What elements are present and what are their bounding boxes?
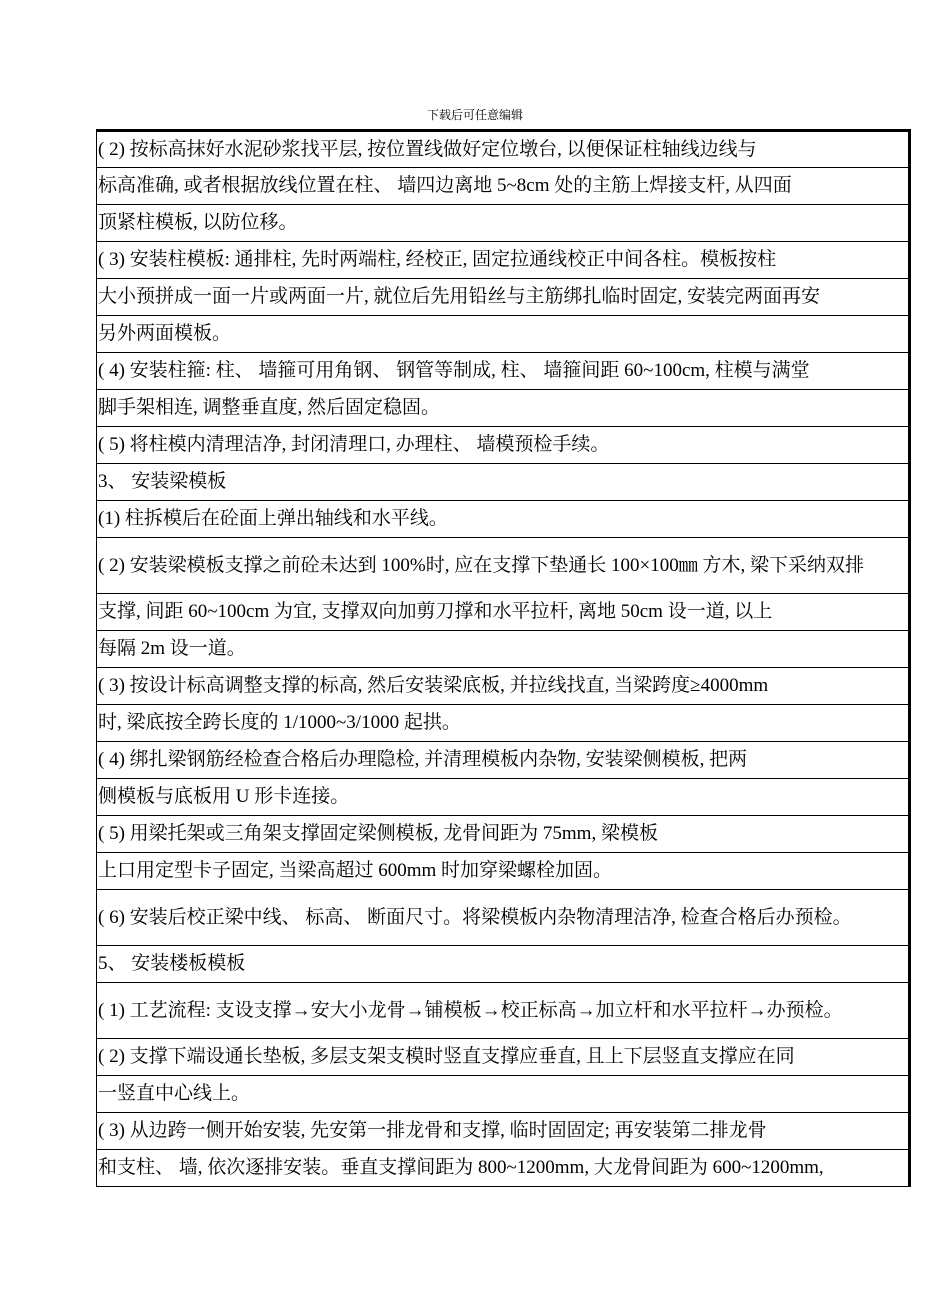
- text-row: 大小预拼成一面一片或两面一片, 就位后先用铅丝与主筋绑扎临时固定, 安装完两面再安: [97, 279, 910, 316]
- text-row: 和支柱、 墙, 依次逐排安装。垂直支撑间距为 800~1200mm, 大龙骨间距为 600~1200mm,: [97, 1150, 910, 1187]
- text-row: ( 3) 按设计标高调整支撑的标高, 然后安装梁底板, 并拉线找直, 当梁跨度≥4000mm: [97, 668, 910, 705]
- text-row: 每隔 2m 设一道。: [97, 631, 910, 668]
- text-row: 另外两面模板。: [97, 316, 910, 353]
- text-row: ( 4) 绑扎梁钢筋经检查合格后办理隐检, 并清理模板内杂物, 安装梁侧模板, 把两: [97, 742, 910, 779]
- text-row: ( 5) 将柱模内清理洁净, 封闭清理口, 办理柱、 墙模预检手续。: [97, 427, 910, 464]
- text-row: 脚手架相连, 调整垂直度, 然后固定稳固。: [97, 390, 910, 427]
- text-row: (1) 柱拆模后在砼面上弹出轴线和水平线。: [97, 501, 910, 538]
- text-row: 上口用定型卡子固定, 当梁高超过 600mm 时加穿梁螺栓加固。: [97, 853, 910, 890]
- text-row: 标高准确, 或者根据放线位置在柱、 墙四边离地 5~8cm 处的主筋上焊接支杆, 从四面: [97, 168, 910, 205]
- text-row: 顶紧柱模板, 以防位移。: [97, 205, 910, 242]
- text-row: ( 5) 用梁托架或三角架支撑固定梁侧模板, 龙骨间距为 75mm, 梁模板: [97, 816, 910, 853]
- text-row: ( 1) 工艺流程: 支设支撑→安大小龙骨→铺模板→校正标高→加立杆和水平拉杆→办预检。: [97, 983, 910, 1039]
- page-header: 下载后可任意编辑: [426, 108, 523, 122]
- text-row: ( 4) 安装柱箍: 柱、 墙箍可用角钢、 钢管等制成, 柱、 墙箍间距 60~100cm, 柱模与满堂: [97, 353, 910, 390]
- text-row: ( 2) 支撑下端设通长垫板, 多层支架支模时竖直支撑应垂直, 且上下层竖直支撑应在同: [97, 1039, 910, 1076]
- text-row: ( 2) 安装梁模板支撑之前砼未达到 100%时, 应在支撑下垫通长 100×100㎜ 方木, 梁下采纳双排: [97, 538, 910, 594]
- content-table: [96, 129, 911, 1187]
- text-row: 支撑, 间距 60~100cm 为宜, 支撑双向加剪刀撑和水平拉杆, 离地 50cm 设一道, 以上: [97, 594, 910, 631]
- text-row: ( 2) 按标高抹好水泥砂浆找平层, 按位置线做好定位墩台, 以便保证柱轴线边线与: [97, 131, 910, 168]
- text-row: ( 3) 安装柱模板: 通排柱, 先时两端柱, 经校正, 固定拉通线校正中间各柱。模板按柱: [97, 242, 910, 279]
- section-heading: 5、 安装楼板模板: [97, 946, 910, 983]
- text-row: ( 6) 安装后校正梁中线、 标高、 断面尺寸。将梁模板内杂物清理洁净, 检查合格后办预检。: [97, 890, 910, 946]
- text-row: 一竖直中心线上。: [97, 1076, 910, 1113]
- text-row: 侧模板与底板用 U 形卡连接。: [97, 779, 910, 816]
- text-row: ( 3) 从边跨一侧开始安装, 先安第一排龙骨和支撑, 临时固固定; 再安装第二排龙骨: [97, 1113, 910, 1150]
- text-row: 时, 梁底按全跨长度的 1/1000~3/1000 起拱。: [97, 705, 910, 742]
- section-heading: 3、 安装梁模板: [97, 464, 910, 501]
